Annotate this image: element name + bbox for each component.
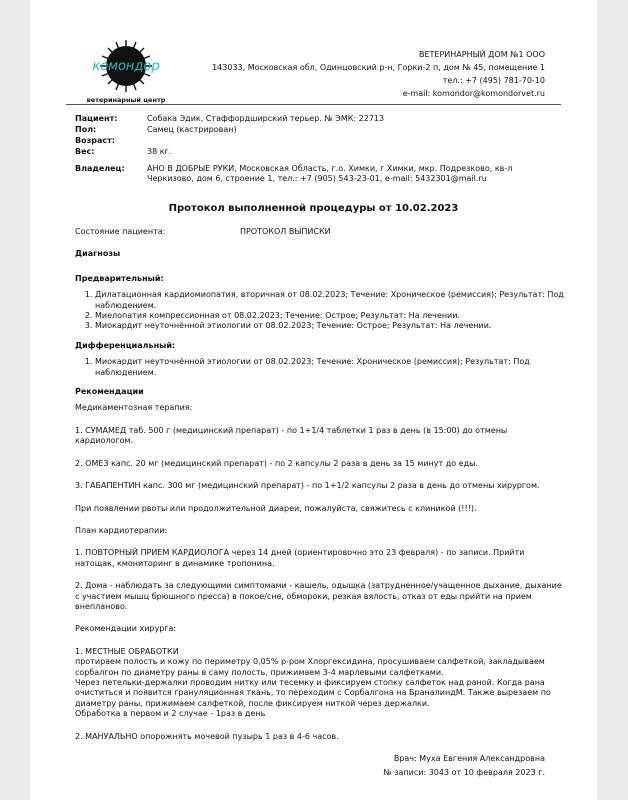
patient-info	[75, 114, 555, 185]
state-value: ПРОТОКОЛ ВЫПИСКИ	[240, 227, 331, 236]
clinic-header	[212, 48, 545, 100]
list-item: 2. Миелопатия компрессионная от 08.02.2023; Течение: Острое; Результат: На лечении.	[95, 311, 565, 321]
doctor-name: Врач: Муха Евгения Александровна	[393, 754, 545, 763]
owner-value: АНО В ДОБРЫЕ РУКИ, Московская Область, г.о. Химки, г Химки, мкр. Подрезково, кв-л Черкизово, дом 6, строение 1, тел.: +7 (905) 543-23-01, e-mail: 5432301@mail.ru	[147, 163, 513, 184]
differential-list	[75, 357, 565, 378]
preliminary-heading: Предварительный:	[75, 273, 164, 283]
clinic-name: ВЕТЕРИНАРНЫЙ ДОМ №1 ООО	[418, 50, 545, 59]
cardio-item: 2. Дома - наблюдать за следующими симптомами - кашель, одышка (затрудненное/учащенное дыхание, дыхание с участием мышц брюшного пресса) в покое/сне, обмороки, резкая вялость, отказ от еды прийти на прием внеплановo.	[75, 581, 562, 611]
clinic-address: 143033, Московская обл, Одинцовский р-н, Горки-2 п, дом № 45, помещение 1	[212, 63, 545, 72]
patient-state	[75, 227, 565, 237]
signature-block	[383, 752, 545, 780]
local-line: протираем полость и кожу по периметру 0,05% р-ром Хлоргексидина, просушиваем салфеткой, закладываем сорбалгон по диаметру раны в саму полость, прижимаем 3-4 марлевыми салфетками.	[75, 657, 545, 677]
drug-item: 3. ГАБАПЕНТИН капс. 300 мг (медицинский препарат) - по 1+1/2 капсулы 2 раза в день до отмены хирургом.	[75, 481, 540, 491]
diagnoses-heading: Диагнозы	[75, 249, 121, 259]
svg-text:ветеринарный центр: ветеринарный центр	[86, 96, 166, 104]
owner-label: Владелец:	[75, 163, 125, 173]
age-value	[147, 136, 555, 146]
list-item: 1. Дилатационная кардиомиопатия, вторичная от 08.02.2023; Течение: Хроническое (ремиссия); Результат: Под наблюдением.	[95, 290, 565, 311]
sex-value: Самец (кастрирован)	[147, 124, 237, 134]
manual-item: 2. МАНУАЛЬНО опорожнять мочевой пузырь 1 раз в 4-6 часов.	[75, 731, 339, 741]
sex-label: Пол:	[75, 124, 97, 134]
vomit-note: При появлении рвоты или продолжительной диареи, пожалуйста, свяжитесь с клиникой (!!!).	[75, 503, 477, 513]
local-line: Обработка в первом и 2 случае - 1раз в день	[75, 709, 266, 719]
clinic-logo	[76, 36, 176, 106]
drug-intro: Медикаментозная терапия:	[75, 403, 193, 413]
header-divider	[66, 104, 561, 105]
patient-value: Собака Эдик, Стаффордширский терьер. № ЭМК: 22713	[147, 114, 385, 123]
drug-item: 2. ОМЕЗ капс. 20 мг (медицинский препарат) - по 2 капсулы 2 раза в день за 15 минут до еды.	[75, 458, 478, 468]
logo-dog-mark	[76, 36, 176, 106]
document-title: Протокол выполненной процедуры от 10.02.2023	[168, 203, 459, 214]
cardio-intro: План кардиотерапии:	[75, 525, 168, 535]
drug-item: 1. СУМАМЕД таб. 500 г (медицинский препарат) - по 1+1/4 таблетки 1 раз в день (в 15:00) до отмены кардиологом.	[75, 425, 508, 446]
local-heading: 1. МЕСТНЫЕ ОБРАБОТКИ	[75, 646, 179, 656]
document-body	[75, 227, 565, 742]
record-number: № записи: 3043 от 10 февраля 2023 г.	[383, 768, 545, 777]
cardio-item: 1. ПОВТОРНЫЙ ПРИЕМ КАРДИОЛОГА через 14 дней (ориентировочно это 23 февраля) - по записи. Прийти натощак, кмониторинг в динамике тропонина.	[75, 548, 525, 568]
patient-label: Пациент:	[75, 114, 118, 123]
document-page	[30, 0, 597, 800]
state-label: Состояние пациента:	[75, 227, 166, 236]
age-label: Возраст:	[75, 135, 115, 145]
weight-label: Вес:	[75, 146, 95, 156]
clinic-email: e-mail: komondor@komondorvet.ru	[402, 89, 545, 98]
list-item: 1. Миокардит неуточнённой этиологии от 08.02.2023; Течение: Хроническое (ремиссия); Результат: Под наблюдением.	[95, 357, 565, 378]
weight-value: 38 кг.	[147, 146, 172, 156]
surgeon-intro: Рекомендации хирурга:	[75, 624, 177, 634]
svg-text:комондор: комондор	[92, 59, 160, 74]
differential-heading: Дифференциальный:	[75, 340, 176, 350]
local-line: Через петельки-держалки проводим нитку или тесемку и фиксируем стопку салфеток над раной. Когда рана очиститься и появится грануляционная ткань, то переходим с Сорбалгона на БраналиндМ. Также вырезаем по диаметру раны, прижимаем салфеткой, после фиксируем ниткой через держалки.	[75, 677, 551, 708]
recommendations-heading: Рекомендации	[75, 387, 144, 397]
list-item: 3. Миокардит неуточнённой этиологии от 08.02.2023; Течение: Острое; Результат: На лечении.	[95, 321, 565, 331]
clinic-phone: тел.: +7 (495) 781-70-10	[442, 76, 545, 85]
preliminary-list	[75, 290, 565, 332]
